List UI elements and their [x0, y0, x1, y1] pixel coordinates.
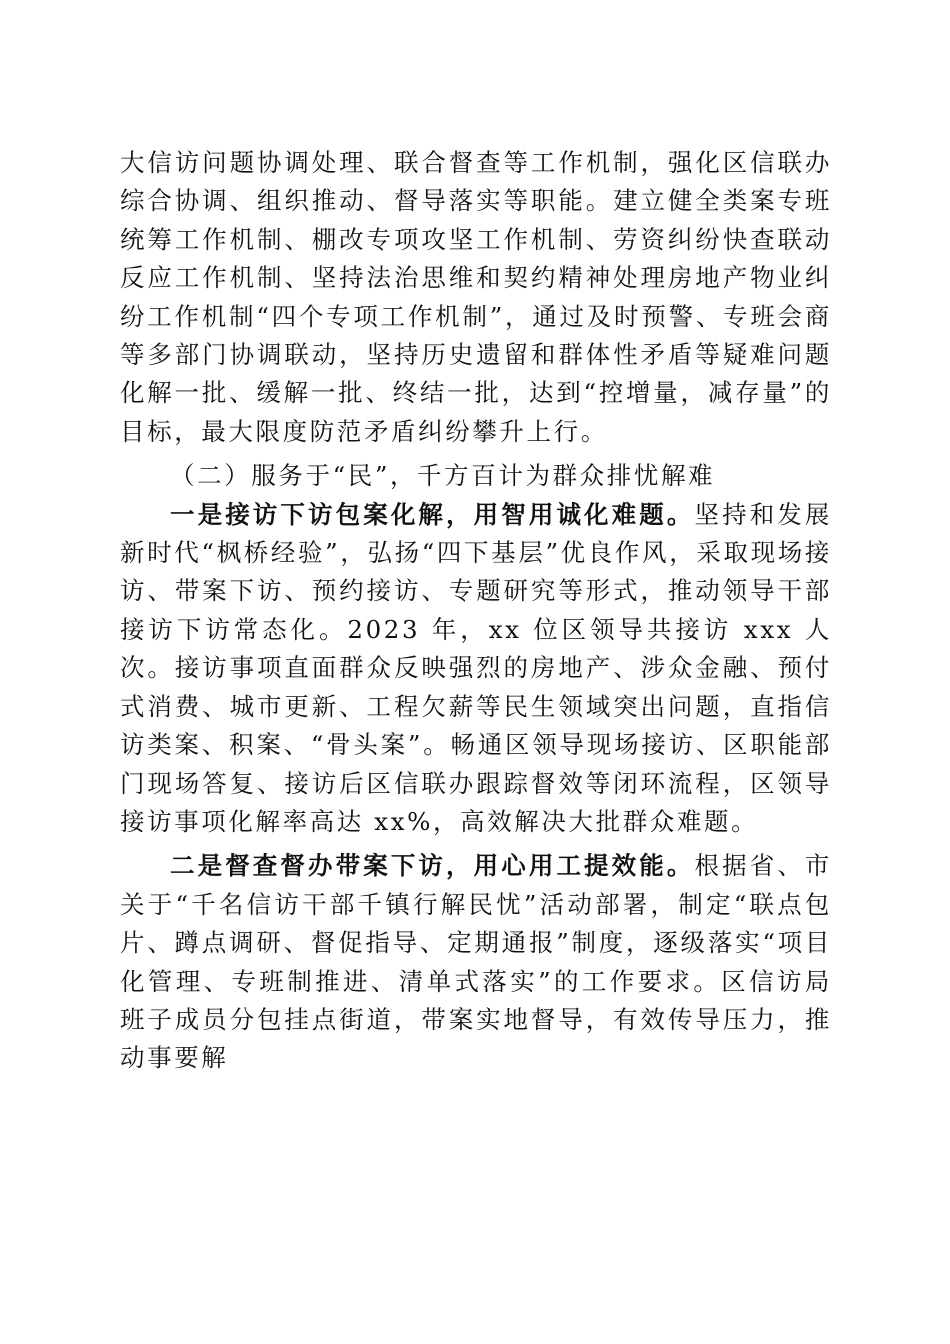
paragraph-3-lead: 二是督查督办带案下访，用心用工提效能。 [170, 851, 695, 881]
section-heading-text: （二）服务于“民”，千方百计为群众排忧解难 [170, 461, 716, 491]
document-body [120, 144, 832, 1078]
paragraph-2-lead: 一是接访下访包案化解，用智用诚化难题。 [170, 499, 695, 529]
section-heading [120, 457, 832, 495]
paragraph-2 [120, 496, 832, 842]
paragraph-1-text: 大信访问题协调处理、联合督查等工作机制，强化区信联办综合协调、组织推动、督导落实等职能。建立健全类案专班统筹工作机制、棚改专项攻坚工作机制、劳资纠纷快查联动反应工作机制、坚持法治思维和契约精神处理房地产物业纠纷工作机制“四个专项工作机制”，通过及时预警、专班会商等多部门协调联动，坚持历史遗留和群体性矛盾等疑难问题化解一批、缓解一批、终结一批，达到“控增量，减存量”的目标，最大限度防范矛盾纠纷攀升上行。 [120, 148, 832, 446]
paragraph-2-text: 坚持和发展新时代“枫桥经验”，弘扬“四下基层”优良作风，采取现场接访、带案下访、预约接访、专题研究等形式，推动领导干部接访下访常态化。2023 年，xx 位区领导共接访 xxx 人次。接访事项直面群众反映强烈的房地产、涉众金融、预付式消费、城市更新、工程欠薪等民生领域突出问题，直指信访类案、积案、“骨头案”。畅通区领导现场接访、区职能部门现场答复、接访后区信联办跟踪督效等闭环流程，区领导接访事项化解率高达 xx%，高效解决大批群众难题。 [120, 499, 833, 836]
paragraph-1 [120, 144, 832, 451]
paragraph-3-text: 根据省、市关于“千名信访干部千镇行解民忧”活动部署，制定“联点包片、蹲点调研、督促指导、定期通报”制度，逐级落实“项目化管理、专班制推进、清单式落实”的工作要求。区信访局班子成员分包挂点街道，带案实地督导，有效传导压力，推动事要解 [120, 851, 833, 1073]
paragraph-3 [120, 847, 832, 1077]
